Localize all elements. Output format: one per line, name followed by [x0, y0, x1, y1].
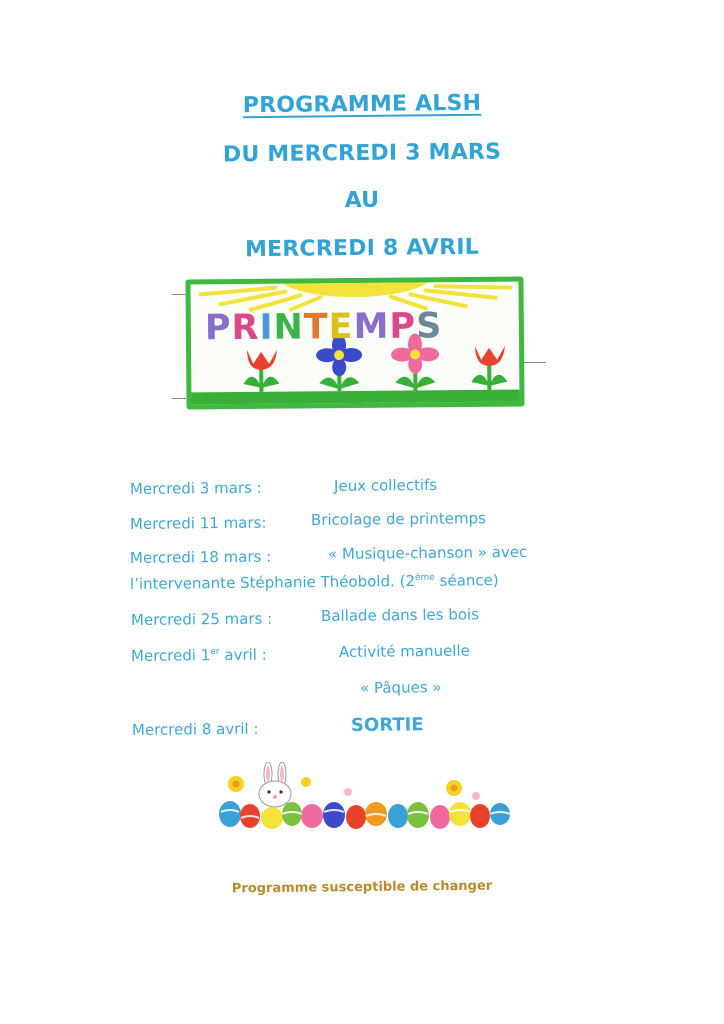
banner-letter: I — [259, 307, 274, 348]
row-6-day: Mercredi 8 avril : — [131, 719, 259, 739]
row-1-day: Mercredi 3 mars : — [129, 478, 262, 498]
row-5-activity-extra: « Pâques » — [359, 678, 442, 697]
row-3-continuation-sup: ème — [414, 572, 435, 584]
row-5-day-sup: er — [210, 647, 220, 658]
row-2-day: Mercredi 11 mars: — [129, 513, 267, 533]
banner-letter: E — [328, 307, 354, 348]
row-5-day — [131, 646, 267, 665]
grass-icon — [191, 390, 521, 407]
row-5-day-text: Mercredi 1 — [130, 646, 211, 665]
footer-note: Programme susceptible de changer — [231, 878, 493, 897]
row-1-activity: Jeux collectifs — [333, 475, 438, 495]
banner-letter: P — [204, 308, 232, 349]
banner-letter: N — [273, 307, 304, 348]
title-line-1: PROGRAMME ALSH — [242, 90, 482, 119]
row-3-day: Mercredi 18 mars : — [129, 547, 272, 567]
scan-mark-right — [524, 362, 546, 363]
row-3-continuation-end: séance) — [434, 571, 499, 590]
row-5-activity: Activité manuelle — [338, 641, 470, 661]
row-2-activity: Bricolage de printemps — [310, 509, 486, 529]
row-3-continuation-text: l’intervenante Stéphanie Théobold. (2 — [129, 572, 416, 593]
scan-mark-left-bottom — [172, 398, 186, 399]
tulip-icon-2 — [471, 346, 507, 390]
row-4-day: Mercredi 25 mars : — [130, 609, 273, 629]
printemps-banner — [185, 277, 524, 410]
egg-row-icon — [219, 801, 510, 829]
easter-eggs-bunny-icon — [216, 762, 512, 834]
row-5-day-end: avril : — [219, 645, 267, 665]
printemps-word — [205, 306, 515, 349]
row-3-continuation — [130, 571, 499, 593]
title-line-2: DU MERCREDI 3 MARS — [222, 139, 502, 168]
title-line-3: AU — [344, 187, 380, 214]
banner-letter: S — [415, 306, 443, 347]
scan-mark-left — [172, 294, 186, 295]
banner-letter: P — [389, 306, 417, 347]
row-6-activity: SORTIE — [350, 714, 424, 736]
row-3-activity: « Musique-chanson » avec — [327, 542, 528, 563]
tulip-icon — [243, 350, 279, 392]
banner-letter: M — [353, 306, 390, 348]
banner-letter: T — [303, 307, 329, 348]
banner-letter: R — [231, 307, 260, 349]
title-line-4: MERCREDI 8 AVRIL — [244, 234, 480, 263]
row-4-activity: Ballade dans les bois — [320, 605, 480, 625]
bunny-icon — [259, 762, 291, 807]
